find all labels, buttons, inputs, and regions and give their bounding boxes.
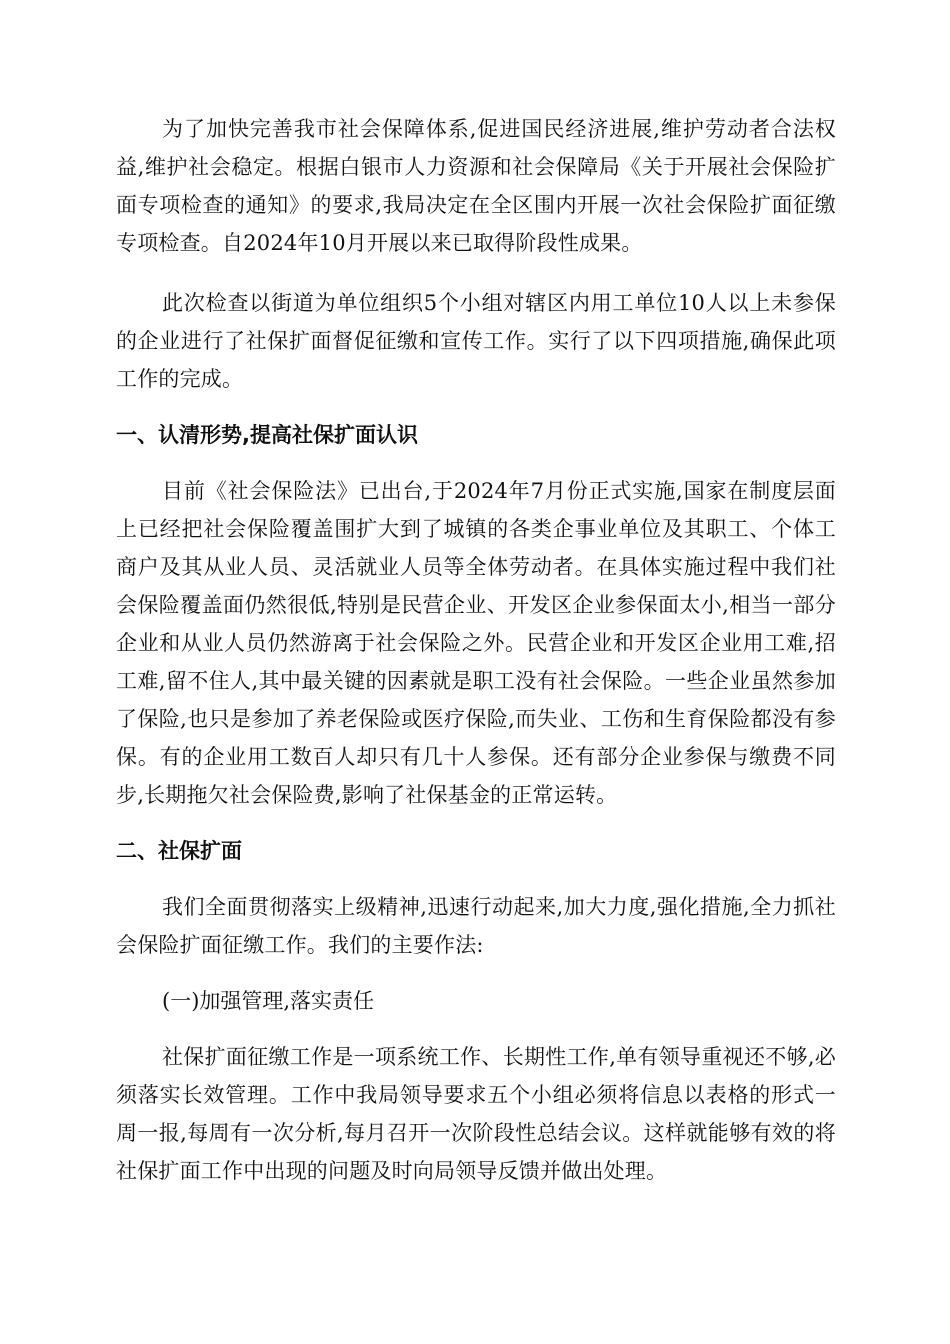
spacer [116,814,836,832]
spacer [116,870,836,888]
paragraph-measures: 我们全面贯彻落实上级精神,迅速行动起来,加大力度,强化措施,全力抓社会保险扩面征缴工作。我们的主要作法: [116,895,836,957]
spacer [116,454,836,472]
spacer [116,964,836,982]
paragraph-situation: 目前《社会保险法》已出台,于2024年7月份正式实施,国家在制度层面上已经把社会保险覆盖围扩大到了城镇的各类企事业单位及其职工、个体工商户及其从业人员、灵活就业人员等全体劳动者。在具体实施过程中我们社会保险覆盖面仍然很低,特别是民营企业、开发区企业参保面太小,相当一部分企业和从业人员仍然游离于社会保险之外。民营企业和开发区企业用工难,招工难,留不住人,其中最关键的因素就是职工没有社会保险。一些企业虽然参加了保险,也只是参加了养老保险或医疗保险,而失业、工伤和生育保险都没有参保。有的企业用工数百人却只有几十人参保。还有部分企业参保与缴费不同步,长期拖欠社会保险费,影响了社保基金的正常运转。 [116,479,836,807]
spacer [116,262,836,284]
document-page [116,110,836,1190]
section-heading-2: 二、社保扩面 [116,839,242,863]
paragraph-management: 社保扩面征缴工作是一项系统工作、长期性工作,单有领导重视还不够,必须落实长效管理。工作中我局领导要求五个小组必须将信息以表格的形式一周一报,每周有一次分析,每月召开一次阶段性总结会议。这样就能够有效的将社保扩面工作中出现的问题及时向局领导反馈并做出处理。 [116,1045,836,1183]
spacer [116,398,836,416]
paragraph-intro: 为了加快完善我市社会保障体系,促进国民经济进展,维护劳动者合法权益,维护社会稳定。根据白银市人力资源和社会保障局《关于开展社会保险扩面专项检查的通知》的要求,我局决定在全区围内开展一次社会保险扩面征缴专项检查。自2024年10月开展以来已取得阶段性成果。 [116,117,836,255]
subsection-heading-1: (一)加强管理,落实责任 [162,989,375,1013]
section-heading-1: 一、认清形势,提高社保扩面认识 [116,423,418,447]
paragraph-inspection: 此次检查以街道为单位组织5个小组对辖区内用工单位10人以上未参保的企业进行了社保扩面督促征缴和宣传工作。实行了以下四项措施,确保此项工作的完成。 [116,291,836,391]
spacer [116,1020,836,1038]
